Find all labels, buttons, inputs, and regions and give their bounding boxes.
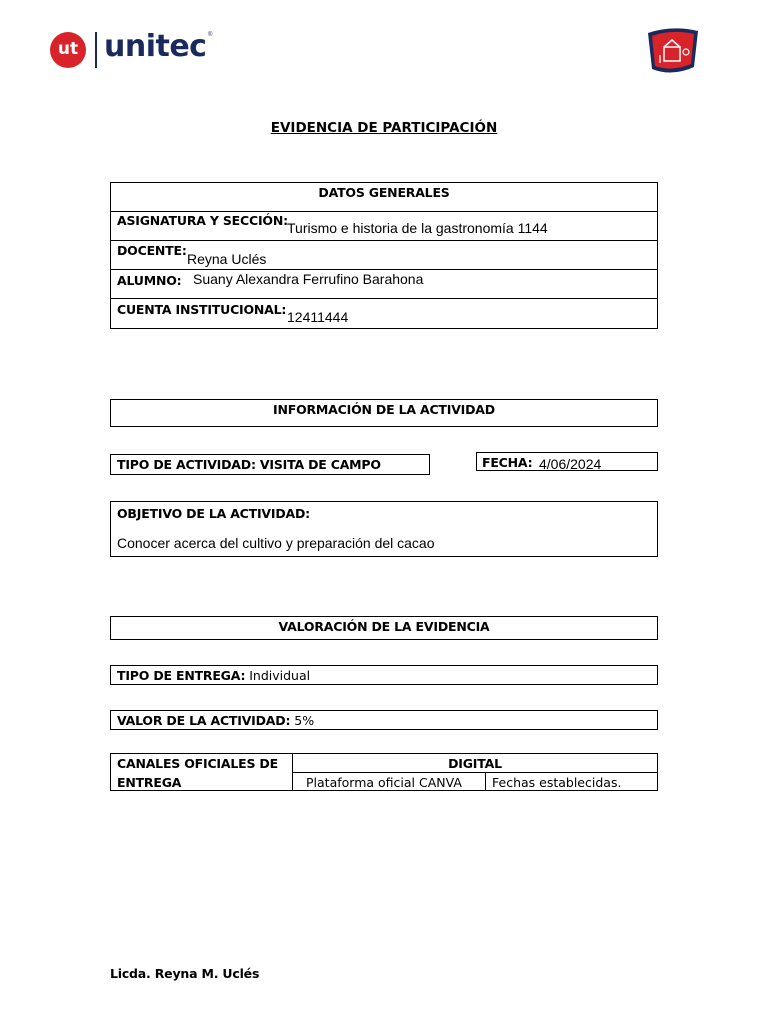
cuenta-label: CUENTA INSTITUCIONAL: [117,302,287,317]
asignatura-label: ASIGNATURA Y SECCIÓN: [117,213,288,228]
canales-label-line1: CANALES OFICIALES DE [117,756,278,771]
alumno-label: ALUMNO: [117,273,182,288]
datos-generales-heading: DATOS GENERALES [318,185,450,200]
cuenta-value: 12411444 [287,309,349,325]
logo-text: unitec [104,29,207,64]
crest-icon [642,25,702,77]
unitec-logo [50,30,220,72]
tipo-entrega-value: Individual [245,668,311,683]
canales-label-line2: ENTREGA [117,775,182,790]
footer-signature: Licda. Reyna M. Uclés [110,966,260,981]
digital-heading: DIGITAL [448,756,502,771]
alumno-value: Suany Alexandra Ferrufino Barahona [193,271,424,287]
fecha-value: 4/06/2024 [539,456,602,472]
asignatura-value: Turismo e historia de la gastronomía 1144 [287,220,548,236]
plataforma-cell: Plataforma oficial CANVA [306,775,462,790]
actividad-heading: INFORMACIÓN DE LA ACTIVIDAD [273,402,495,417]
objetivo-label: OBJETIVO DE LA ACTIVIDAD: [117,506,310,521]
valor-label: VALOR DE LA ACTIVIDAD: [117,713,291,728]
fecha-label: FECHA: [482,455,533,470]
tipo-entrega-label: TIPO DE ENTREGA: [117,668,246,683]
docente-value: Reyna Uclés [187,251,267,267]
valoracion-heading: VALORACIÓN DE LA EVIDENCIA [278,619,490,634]
valor-value: 5% [290,713,315,728]
logo-divider [95,32,97,68]
tipo-entrega [117,668,310,683]
ut-badge-icon [50,32,86,68]
ut-badge-text: ut [57,39,79,59]
tipo-actividad: TIPO DE ACTIVIDAD: VISITA DE CAMPO [117,457,381,472]
objetivo-value: Conocer acerca del cultivo y preparación del cacao [117,535,435,551]
docente-label: DOCENTE: [117,243,187,258]
logo-registered: ® [208,32,213,38]
valor-actividad [117,713,314,728]
page-title: EVIDENCIA DE PARTICIPACIÓN [270,120,498,136]
fechas-cell: Fechas establecidas. [492,775,622,790]
